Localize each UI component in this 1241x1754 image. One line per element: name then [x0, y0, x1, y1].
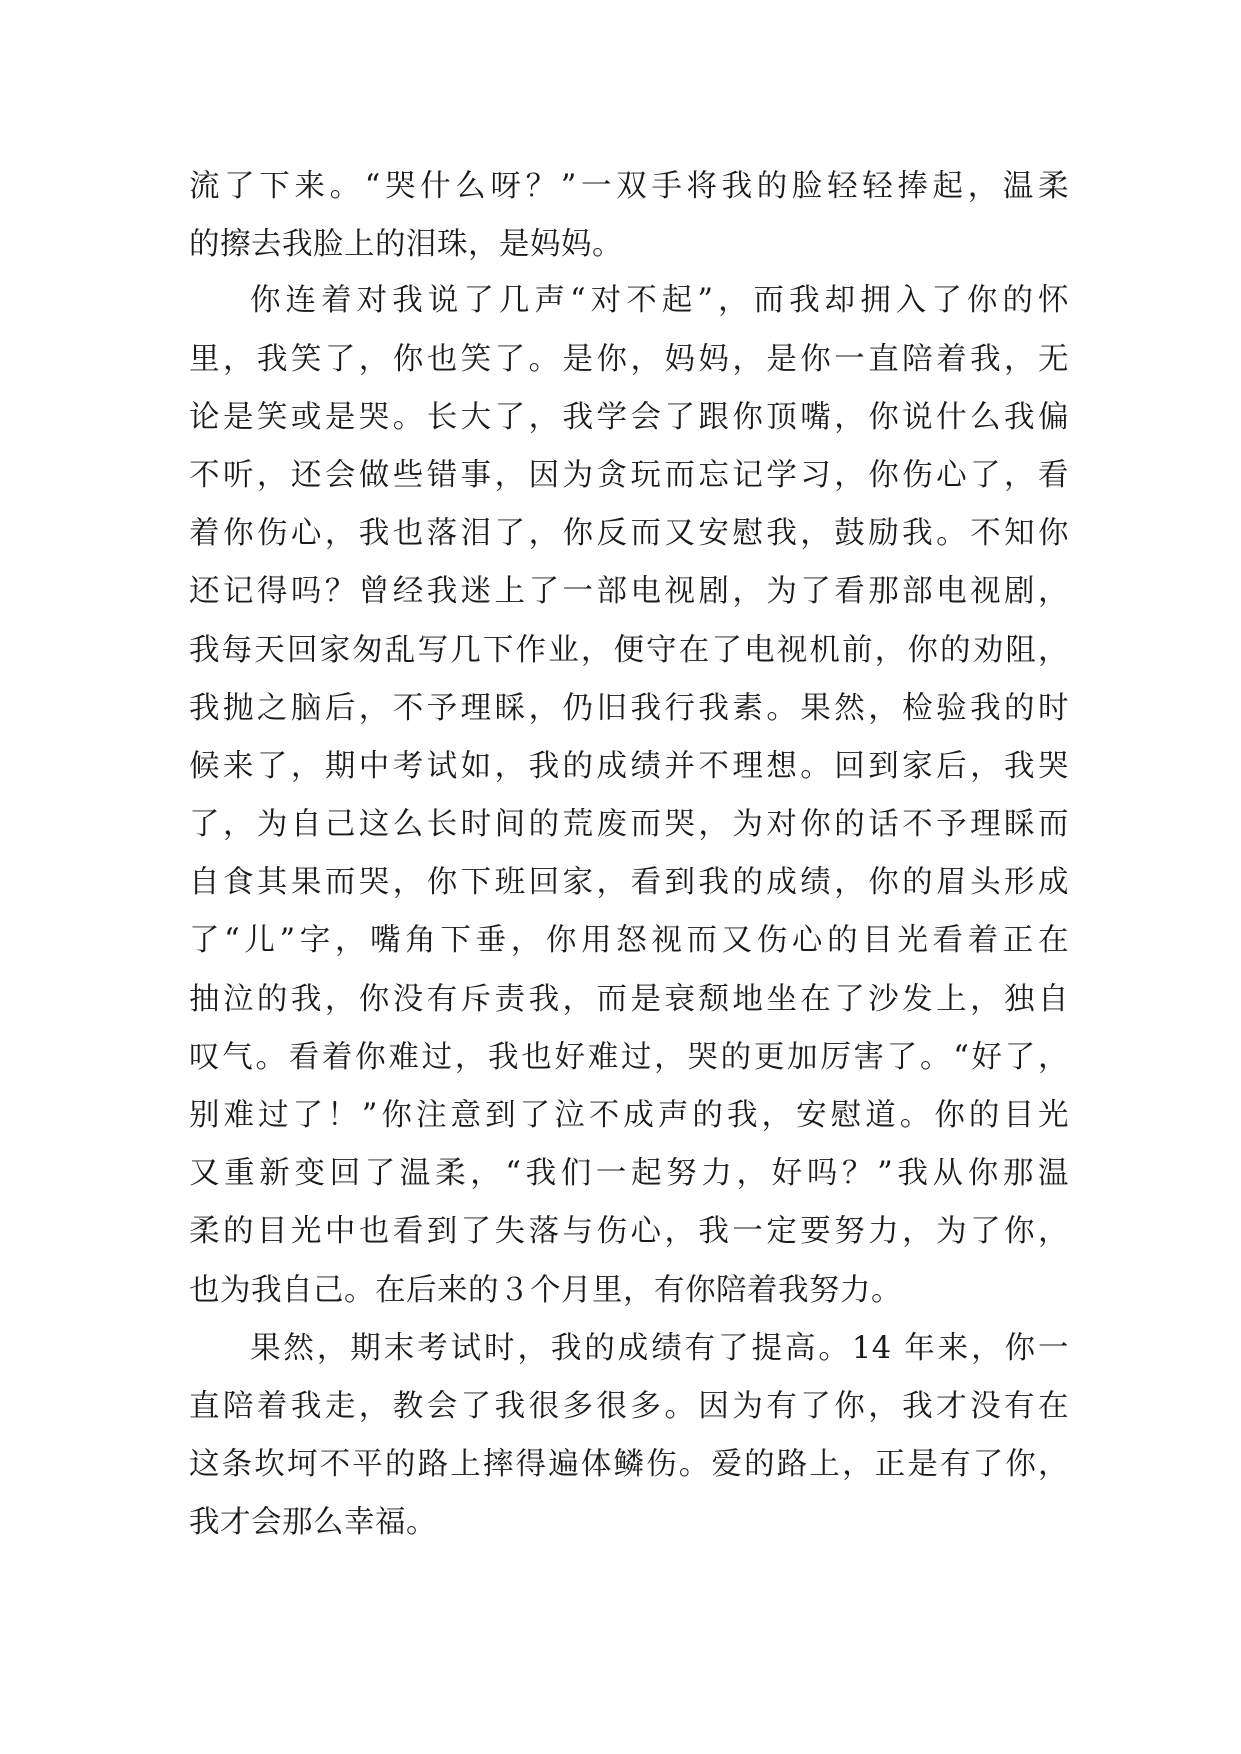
text-line: 不听，还会做些错事，因为贪玩而忘记学习，你伤心了，看 [189, 457, 1069, 493]
paragraph-3 [189, 1320, 1069, 1553]
text-line: 我才会那么幸福。 [189, 1505, 437, 1541]
text-line: 流了下来。“哭什么呀？”一双手将我的脸轻轻捧起，温柔 [189, 169, 1069, 204]
text-line: 里，我笑了，你也笑了。是你，妈妈，是你一直陪着我，无 [189, 341, 1069, 377]
text-line: 柔的目光中也看到了失落与伤心，我一定要努力，为了你， [189, 1214, 1069, 1250]
paragraph-2 [189, 272, 1069, 1319]
text-line: 别难过了！”你注意到了泣不成声的我，安慰道。你的目光 [189, 1098, 1069, 1133]
text-line: 这条坎坷不平的路上摔得遍体鳞伤。爱的路上，正是有了你， [189, 1447, 1069, 1483]
text-line: 我每天回家匆乱写几下作业，便守在了电视机前，你的劝阻， [189, 632, 1069, 668]
text-line: 果然，期末考试时，我的成绩有了提高。14 年来，你一 [250, 1330, 1069, 1366]
paragraph-1 [189, 158, 1069, 274]
text-line: 自食其果而哭，你下班回家，看到我的成绩，你的眉头形成 [189, 865, 1069, 901]
text-line: 直陪着我走，教会了我很多很多。因为有了你，我才没有在 [189, 1388, 1069, 1424]
essay-body [189, 158, 1069, 1553]
text-line: 候来了，期中考试如，我的成绩并不理想。回到家后，我哭 [189, 748, 1069, 784]
text-line: 的擦去我脸上的泪珠，是妈妈。 [189, 227, 623, 263]
text-line: 着你伤心，我也落泪了，你反而又安慰我，鼓励我。不知你 [189, 516, 1069, 552]
text-line: 叹气。看着你难过，我也好难过，哭的更加厉害了。“好了， [189, 1039, 1069, 1075]
text-line: 抽泣的我，你没有斥责我，而是衰颓地坐在了沙发上，独自 [189, 981, 1069, 1017]
text-line: 又重新变回了温柔，“我们一起努力，好吗？”我从你那温 [189, 1156, 1069, 1192]
text-line: 你连着对我说了几声“对不起”，而我却拥入了你的怀 [250, 283, 1069, 319]
text-line: 了“儿”字，嘴角下垂，你用怒视而又伤心的目光看着正在 [189, 923, 1069, 959]
text-line: 了，为自己这么长时间的荒废而哭，为对你的话不予理睬而 [189, 807, 1069, 843]
text-line: 论是笑或是哭。长大了，我学会了跟你顶嘴，你说什么我偏 [189, 399, 1069, 435]
text-line: 也为我自己。在后来的３个月里，有你陪着我努力。 [189, 1272, 902, 1308]
text-line: 还记得吗？曾经我迷上了一部电视剧，为了看那部电视剧， [189, 574, 1069, 610]
text-line: 我抛之脑后，不予理睬，仍旧我行我素。果然，检验我的时 [189, 690, 1069, 726]
